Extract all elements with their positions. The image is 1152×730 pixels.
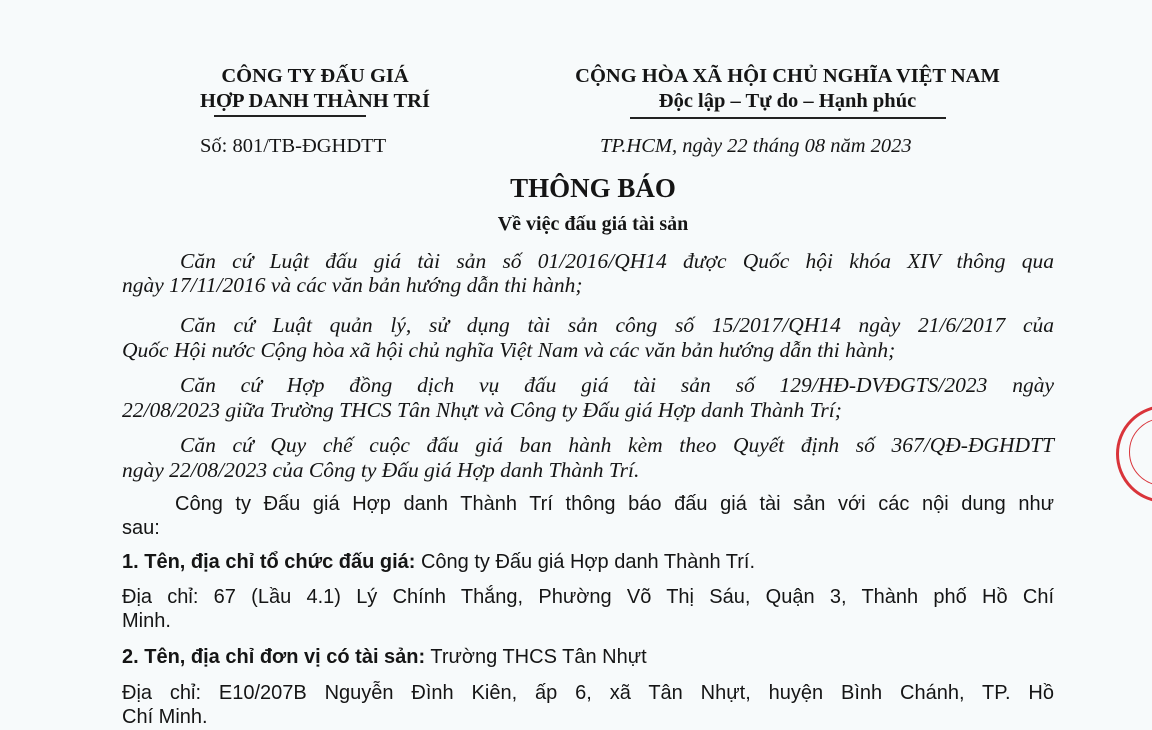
section-2-title [122,644,647,670]
basis-4-line2: ngày 22/08/2023 của Công ty Đấu giá Hợp danh Thành Trí. [122,458,640,482]
section-1-address-line2: Minh. [122,610,171,632]
red-seal-stamp [1116,405,1152,503]
basis-3-line1: Căn cứ Hợp đồng dịch vụ đấu giá tài sản số 129/HĐ-DVĐGTS/2023 ngày [180,373,1054,397]
basis-4-line1: Căn cứ Quy chế cuộc đấu giá ban hành kèm theo Quyết định số 367/QĐ-ĐGHDTT [180,433,1054,457]
company-name-line2: HỢP DANH THÀNH TRÍ [200,90,430,112]
section-1-value: Công ty Đấu giá Hợp danh Thành Trí. [415,551,756,573]
document-subtitle: Về việc đấu giá tài sản [497,213,689,235]
company-underline [214,115,366,117]
section-2-address-line2: Chí Minh. [122,706,208,728]
stamp-inner-ring [1129,418,1152,486]
section-1-address-line1: Địa chỉ: 67 (Lầu 4.1) Lý Chính Thắng, Phường Võ Thị Sáu, Quận 3, Thành phố Hồ Chí [122,586,1054,608]
motto-underline [630,117,946,119]
nation-motto: Độc lập – Tự do – Hạnh phúc [658,90,917,112]
intro-line1: Công ty Đấu giá Hợp danh Thành Trí thông báo đấu giá tài sản với các nội dung như [175,493,1054,515]
basis-1-line2: ngày 17/11/2016 và các văn bản hướng dẫn thi hành; [122,273,583,297]
basis-2-line2: Quốc Hội nước Cộng hòa xã hội chủ nghĩa Việt Nam và các văn bản hướng dẫn thi hành; [122,338,896,362]
section-2-heading: 2. Tên, địa chỉ đơn vị có tài sản: [122,646,426,668]
nation-name: CỘNG HÒA XÃ HỘI CHỦ NGHĨA VIỆT NAM [575,65,1000,87]
basis-3-line2: 22/08/2023 giữa Trường THCS Tân Nhựt và Công ty Đấu giá Hợp danh Thành Trí; [122,398,842,422]
section-1-title [122,549,755,575]
document-title: THÔNG BÁO [510,173,676,203]
place-date: TP.HCM, ngày 22 tháng 08 năm 2023 [600,135,912,157]
section-2-address-line1: Địa chỉ: E10/207B Nguyễn Đình Kiên, ấp 6, xã Tân Nhựt, huyện Bình Chánh, TP. Hồ [122,682,1054,704]
section-1-heading: 1. Tên, địa chỉ tổ chức đấu giá: [122,551,416,573]
company-name-line1: CÔNG TY ĐẤU GIÁ [221,65,409,87]
document-number: Số: 801/TB-ĐGHDTT [200,135,387,157]
basis-2-line1: Căn cứ Luật quản lý, sử dụng tài sản công số 15/2017/QH14 ngày 21/6/2017 của [180,313,1054,337]
section-2-value: Trường THCS Tân Nhựt [425,646,647,668]
basis-1-line1: Căn cứ Luật đấu giá tài sản số 01/2016/QH14 được Quốc hội khóa XIV thông qua [180,249,1054,273]
intro-line2: sau: [122,517,160,539]
